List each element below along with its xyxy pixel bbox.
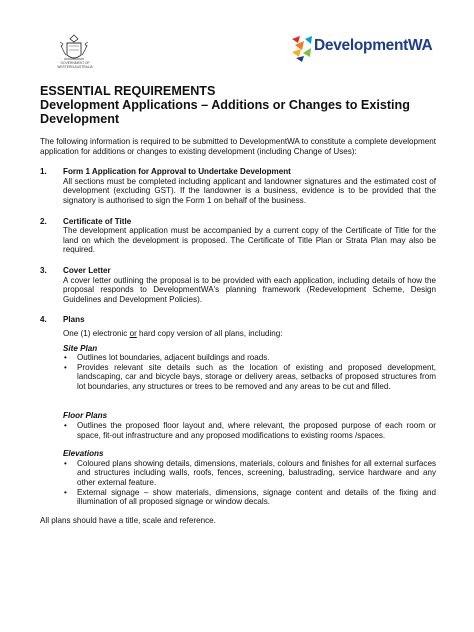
document-body (40, 84, 436, 525)
section-title: Form 1 Application for Approval to Undertake Development (63, 167, 291, 177)
doc-title: ESSENTIAL REQUIREMENTS (40, 84, 216, 98)
section-body: All sections must be completed including applicant and landowner signatures and the estimated cost of development (excluding GST). If the landowner is a business, evidence is to be provided that the signatory is authorised to sign the Form 1 on behalf of the business. (63, 176, 436, 205)
logo-text-wa: WA (408, 37, 433, 54)
elevations-list (63, 459, 436, 507)
section-certificate-of-title (40, 217, 436, 255)
section-title: Cover Letter (63, 265, 111, 275)
list-item: • Outlines lot boundaries, adjacent buildings and roads. (63, 353, 436, 363)
plans-intro-text-end: hard copy version of all plans, including: (136, 328, 283, 338)
floor-plans-heading: Floor Plans (63, 411, 108, 421)
section-form-1 (40, 167, 436, 205)
section-title: Plans (63, 315, 85, 325)
section-body: A cover letter outlining the proposal is to be provided with each application, including details of how the proposal responds to DevelopmentWA's planning framework (Redevelopment Scheme, Design Guidelines and Development Policies). (63, 275, 436, 304)
closing-note: All plans should have a title, scale and reference. (40, 515, 216, 525)
section-plans (40, 315, 436, 507)
logo-text-development: Development (314, 37, 409, 54)
section-number: 1. (40, 167, 47, 177)
section-number: 3. (40, 265, 47, 275)
section-body: The development application must be accompanied by a current copy of the Certificate of Title for the land on which the development is proposed. The Certificate of Title Plan or Strata Plan may also be required. (63, 226, 436, 255)
site-plan-heading: Site Plan (63, 343, 98, 353)
section-cover-letter (40, 266, 436, 304)
list-item: • Coloured plans showing details, dimensions, materials, colours and finishes for all external surfaces and structures including walls, roofs, fences, screening, balustrading, service hardware and any other external feature. (63, 459, 436, 488)
list-item: • Provides relevant site details such as the location of existing and proposed development, landscaping, car and bicycle bays, storage or delivery areas, setbacks of proposed structures from lot boundaries, any structures or trees to be removed and any areas to be cut and filled. (63, 363, 436, 392)
logo-wordmark (314, 37, 432, 55)
list-item: • External signage – show materials, dimensions, signage content and details of the fixing and illumination of all proposed signage or window decals. (63, 488, 436, 507)
floor-plans-list (63, 421, 436, 440)
site-plan-list (63, 353, 436, 391)
plans-intro-or: or (129, 328, 137, 338)
section-number: 2. (40, 216, 47, 226)
list-item: • Outlines the proposed floor layout and, where relevant, the proposed purpose of each room or space, fit-out infrastructure and any proposed modifications to existing rooms /spaces. (63, 421, 436, 440)
doc-subtitle: Development Applications – Additions or Changes to Existing Development (40, 98, 410, 126)
section-title: Certificate of Title (63, 216, 132, 226)
elevations-heading: Elevations (63, 449, 104, 459)
intro-paragraph: The following information is required to be submitted to DevelopmentWA to constitute a complete development application for additions or changes to existing development (including Change of Uses): (40, 137, 436, 156)
crest-caption: GOVERNMENT OF WESTERN AUSTRALIA (57, 61, 93, 69)
plans-intro-text: One (1) electronic (63, 328, 130, 338)
plans-intro (63, 329, 436, 339)
section-number: 4. (40, 315, 47, 325)
